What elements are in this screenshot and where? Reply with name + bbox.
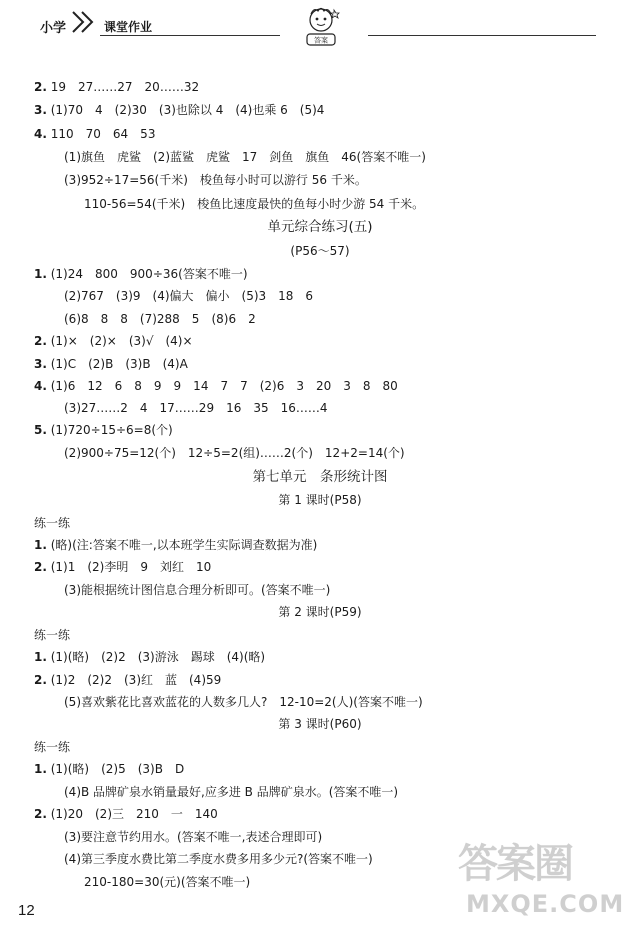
answer-line: (3)要注意节约用水。(答案不唯一,表述合理即可) (64, 830, 323, 844)
watermark-url: MXQE.COM (466, 890, 625, 918)
header-title: 课堂作业 (104, 20, 153, 34)
answer-line: (6)8 8 8 (7)288 5 (8)6 2 (64, 312, 256, 326)
mascot-label: 答案 (314, 36, 328, 45)
question-number: 1. (34, 267, 47, 281)
answer-line: 210-180=30(元)(答案不唯一) (84, 875, 251, 889)
question-number: 1. (34, 538, 47, 552)
answer-line: 1. (1)(略) (2)2 (3)游泳 踢球 (4)(略) (34, 650, 266, 664)
answer-line: 2. (1)20 (2)三 210 一 140 (34, 807, 218, 821)
question-number: 2. (34, 560, 47, 574)
watermark-text: 答案圈 (458, 841, 572, 887)
exercise-label: 练一练 (34, 740, 71, 754)
question-number: 2. (34, 80, 47, 94)
question-number: 4. (34, 379, 47, 393)
answer-line: 110-56=54(千米) 梭鱼比速度最快的鱼每小时少游 54 千米。 (84, 197, 425, 211)
answer-line: (3)952÷17=56(千米) 梭鱼每小时可以游行 56 千米。 (64, 173, 367, 187)
question-number: 2. (34, 334, 47, 348)
lesson-title: 第 2 课时(P59) (278, 605, 362, 619)
page-number: 12 (18, 902, 35, 919)
mascot-logo (298, 4, 344, 50)
double-chevron-icon (70, 10, 100, 34)
answer-line: (1)旗鱼 虎鲨 (2)蓝鲨 虎鲨 17 剑鱼 旗鱼 46(答案不唯一) (64, 150, 426, 164)
lesson-title: 第 3 课时(P60) (278, 717, 362, 731)
answer-line: 5. (1)720÷15÷6=8(个) (34, 423, 173, 437)
question-number: 3. (34, 357, 47, 371)
question-number: 2. (34, 673, 47, 687)
watermark-logo (458, 832, 638, 929)
answer-line: 2. (1)2 (2)2 (3)红 蓝 (4)59 (34, 673, 222, 687)
lesson-title: 第 1 课时(P58) (278, 493, 362, 507)
answer-line: 2. (1)× (2)× (3)√ (4)× (34, 334, 193, 348)
answer-line: (3)能根据统计图信息合理分析即可。(答案不唯一) (64, 583, 331, 597)
answer-line: 2. (1)1 (2)李明 9 刘红 10 (34, 560, 212, 574)
page-range: (P56～57) (290, 244, 350, 258)
unit-title: 第七单元 条形统计图 (252, 469, 388, 485)
answer-line: 3. (1)70 4 (2)30 (3)也除以 4 (4)也乘 6 (5)4 (34, 103, 325, 117)
answer-line: 1. (1)24 800 900÷36(答案不唯一) (34, 267, 248, 281)
header-rule-left (100, 35, 280, 36)
answer-line: (3)27……2 4 17……29 16 35 16……4 (64, 401, 328, 415)
question-number: 4. (34, 127, 47, 141)
answer-line: (2)767 (3)9 (4)偏大 偏小 (5)3 18 6 (64, 289, 314, 303)
question-number: 2. (34, 807, 47, 821)
section-title: 单元综合练习(五) (267, 219, 373, 235)
question-number: 3. (34, 103, 47, 117)
question-number: 1. (34, 650, 47, 664)
question-number: 1. (34, 762, 47, 776)
answer-line: 4. 110 70 64 53 (34, 127, 156, 141)
question-number: 5. (34, 423, 47, 437)
answer-line: 3. (1)C (2)B (3)B (4)A (34, 357, 188, 371)
answer-line: (2)900÷75=12(个) 12÷5=2(组)……2(个) 12+2=14(个) (64, 446, 405, 460)
answer-line: 1. (略)(注:答案不唯一,以本班学生实际调查数据为准) (34, 538, 318, 552)
answer-line: (4)B 品牌矿泉水销量最好,应多进 B 品牌矿泉水。(答案不唯一) (64, 785, 399, 799)
answer-line: 4. (1)6 12 6 8 9 9 14 7 7 (2)6 3 20 3 8 80 (34, 379, 398, 393)
header-rule-right (368, 35, 596, 36)
page-header (0, 0, 640, 50)
answer-line: 2. 19 27……27 20……32 (34, 80, 200, 94)
answer-line: (5)喜欢紫花比喜欢蓝花的人数多几人? 12-10=2(人)(答案不唯一) (64, 695, 423, 709)
answer-line: 1. (1)(略) (2)5 (3)B D (34, 762, 185, 776)
header-stage: 小学 (40, 21, 67, 36)
exercise-label: 练一练 (34, 516, 71, 530)
answer-line: (4)第三季度水费比第二季度水费多用多少元?(答案不唯一) (64, 852, 373, 866)
exercise-label: 练一练 (34, 628, 71, 642)
